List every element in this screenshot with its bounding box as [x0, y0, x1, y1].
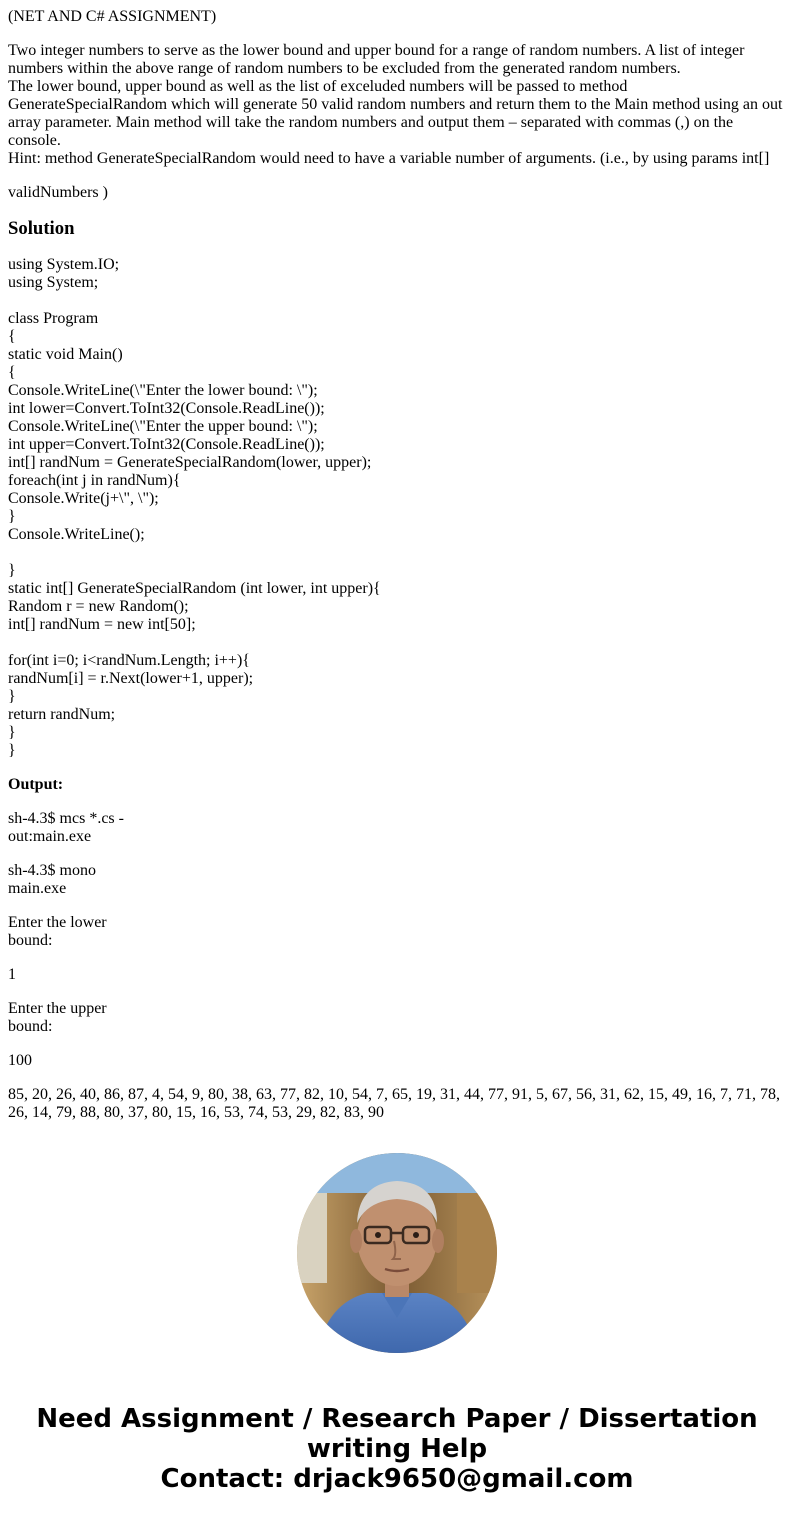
upper-bound-value: 100 [8, 1052, 32, 1069]
code-line: int[] randNum = GenerateSpecialRandom(lower, upper); [8, 454, 372, 471]
author-photo [297, 1153, 497, 1353]
upper-bound-prompt [8, 1000, 786, 1036]
code-line: } [8, 508, 16, 525]
output-line: 85, 20, 26, 40, 86, 87, 4, 54, 9, 80, 38, 63, 77, 82, 10, 54, 7, 65, 19, 31, 44, 77, 91, 5, 67, 56, 31, 62, 15, 49, 16, 7, 71, 78, [8, 1086, 780, 1103]
terminal-line: sh-4.3$ mcs *.cs - [8, 810, 124, 827]
code-line: static void Main() [8, 346, 123, 363]
contact-banner [0, 1404, 794, 1494]
code-line: Console.WriteLine(\"Enter the upper bound: \"); [8, 418, 318, 435]
code-blank-line [8, 634, 786, 652]
run-command [8, 862, 786, 898]
code-line: } [8, 724, 16, 741]
lower-bound-value: 1 [8, 966, 16, 983]
terminal-line: out:main.exe [8, 828, 92, 845]
terminal-line: Enter the upper [8, 1000, 107, 1017]
banner-line: writing Help [306, 1434, 488, 1464]
contact-email: Contact: drjack9650@gmail.com [160, 1464, 634, 1494]
terminal-line: Enter the lower [8, 914, 107, 931]
assignment-title: (NET AND C# ASSIGNMENT) [8, 8, 217, 25]
terminal-line: bound: [8, 1018, 53, 1035]
code-block [8, 256, 786, 760]
code-line: } [8, 742, 16, 759]
code-line: Console.Write(j+\", \"); [8, 490, 159, 507]
banner-line: Need Assignment / Research Paper / Dissertation [36, 1404, 758, 1434]
terminal-line: bound: [8, 932, 53, 949]
portrait-image [297, 1153, 497, 1353]
code-blank-line [8, 292, 786, 310]
question-line: Hint: method GenerateSpecialRandom would need to have a variable number of arguments. (i.e., by using params int[] [8, 150, 770, 167]
question-line: Two integer numbers to serve as the lower bound and upper bound for a range of random numbers. A list of integer [8, 42, 745, 59]
terminal-line: sh-4.3$ mono [8, 862, 96, 879]
code-line: } [8, 562, 16, 579]
code-line: int[] randNum = new int[50]; [8, 616, 196, 633]
code-line: } [8, 688, 16, 705]
code-line: { [8, 328, 16, 345]
code-line: static int[] GenerateSpecialRandom (int lower, int upper){ [8, 580, 381, 597]
terminal-line: main.exe [8, 880, 67, 897]
solution-heading: Solution [8, 218, 75, 239]
question-line: console. [8, 132, 61, 149]
code-line: Console.WriteLine(\"Enter the lower bound: \"); [8, 382, 318, 399]
question-line: numbers within the above range of random numbers to be excluded from the generated random numbers. [8, 60, 681, 77]
code-line: randNum[i] = r.Next(lower+1, upper); [8, 670, 254, 687]
code-line: for(int i=0; i<randNum.Length; i++){ [8, 652, 250, 669]
code-line: foreach(int j in randNum){ [8, 472, 181, 489]
document-body [8, 8, 786, 1138]
code-line: using System; [8, 274, 99, 291]
code-line: { [8, 364, 16, 381]
question-text [8, 42, 786, 168]
output-line: 26, 14, 79, 88, 80, 37, 80, 15, 16, 53, 74, 53, 29, 82, 83, 90 [8, 1104, 384, 1121]
code-line: int upper=Convert.ToInt32(Console.ReadLine()); [8, 436, 325, 453]
question-line: The lower bound, upper bound as well as the list of exceluded numbers will be passed to method [8, 78, 628, 95]
lower-bound-prompt [8, 914, 786, 950]
compile-command [8, 810, 786, 846]
code-line: Random r = new Random(); [8, 598, 189, 615]
question-line: array parameter. Main method will take the random numbers and output them – separated with commas (,) on the [8, 114, 734, 131]
code-line: using System.IO; [8, 256, 120, 273]
question-tail: validNumbers ) [8, 184, 108, 201]
question-line: GenerateSpecialRandom which will generate 50 valid random numbers and return them to the Main method using an out [8, 96, 783, 113]
code-line: int lower=Convert.ToInt32(Console.ReadLine()); [8, 400, 325, 417]
code-blank-line [8, 544, 786, 562]
code-line: Console.WriteLine(); [8, 526, 145, 543]
random-numbers-output [8, 1086, 786, 1122]
code-line: return randNum; [8, 706, 116, 723]
code-line: class Program [8, 310, 99, 327]
output-label: Output: [8, 776, 64, 793]
